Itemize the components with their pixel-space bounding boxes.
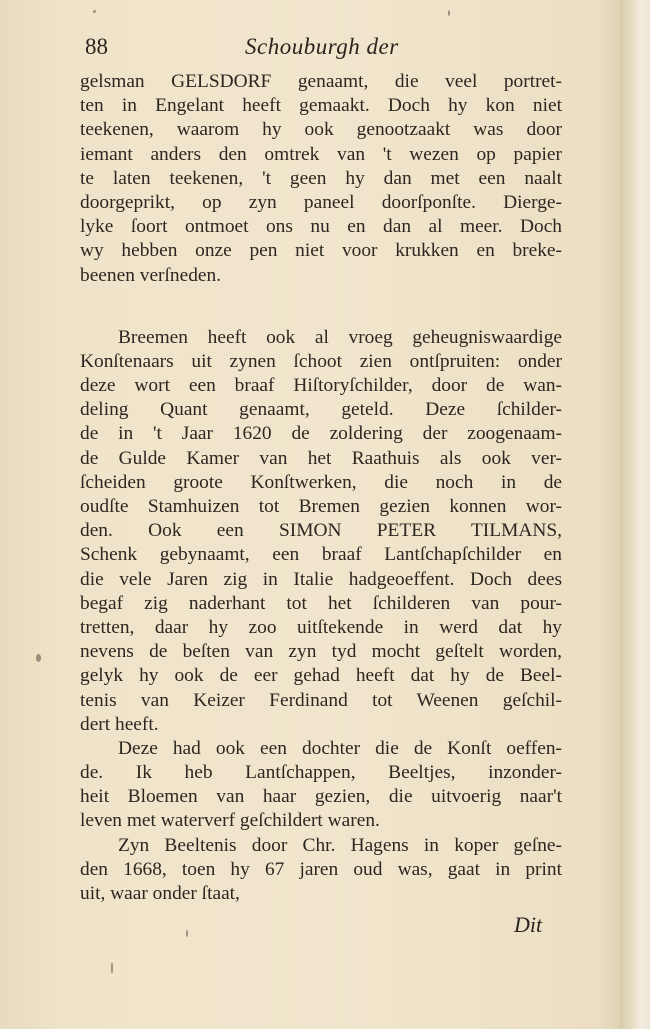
text-line: de. Ik heb Lantſchappen, Beeltjes, inzonder- <box>80 762 562 784</box>
paragraph-2 <box>80 326 562 737</box>
text-line: Deze had ook een dochter die de Konſt oeffen- <box>118 737 562 759</box>
text-line: deze wort een braaf Hiſtoryſchilder, door de wan- <box>80 375 562 397</box>
ink-speck <box>93 10 96 13</box>
text-line: beenen verſneden. <box>80 264 222 286</box>
ink-speck <box>448 10 450 16</box>
catchword: Dit <box>514 912 543 937</box>
ink-speck <box>186 930 188 937</box>
text-line: gelsman GELSDORF genaamt, die veel portret- <box>80 71 562 92</box>
text-line: Schenk gebynaamt, een braaf Lantſchapſchilder en <box>80 544 562 566</box>
text-line: lyke ſoort ontmoet ons nu en dan al meer. Doch <box>80 216 562 238</box>
text-line: Breemen heeft ook al vroeg geheugniswaardige <box>118 326 562 348</box>
paragraph-4 <box>80 834 562 907</box>
text-line: doorgeprikt, op zyn paneel doorſponſte. Dierge- <box>80 191 562 213</box>
text-line: Konſtenaars uit zynen ſchoot zien ontſpruiten: onder <box>80 350 562 372</box>
page-header <box>85 34 565 66</box>
page-edge <box>620 0 650 1029</box>
text-line: te laten teekenen, 't geen hy dan met een naalt <box>80 167 562 189</box>
text-line: teekenen, waarom hy ook genootzaakt was door <box>80 119 562 141</box>
text-line: ſcheiden groote Konſtwerken, die noch in de <box>80 471 562 493</box>
text-line: tenis van Keizer Ferdinand tot Weenen geſchil- <box>80 689 562 711</box>
body-text <box>80 70 562 906</box>
text-line: de Gulde Kamer van het Raathuis als ook ver- <box>80 447 562 469</box>
text-line: gelyk hy ook de eer gehad heeft dat hy de Beel- <box>80 665 562 687</box>
text-line: den. Ook een SIMON PETER TILMANS, <box>80 520 562 542</box>
text-line: wy hebben onze pen niet voor krukken en breke- <box>80 240 562 262</box>
ink-speck <box>111 962 113 974</box>
text-line: ten in Engelant heeft gemaakt. Doch hy kon niet <box>80 95 562 117</box>
page-number: 88 <box>85 34 108 59</box>
paragraph-3 <box>80 737 562 834</box>
text-line: de in 't Jaar 1620 de zoldering der zoogenaam- <box>80 423 562 445</box>
text-line: deling Quant genaamt, geteld. Deze ſchilder- <box>80 399 562 421</box>
text-line: begaf zig naderhant tot het ſchilderen van pour- <box>80 592 562 614</box>
paragraph-gap <box>80 288 562 326</box>
text-line: nevens de beſten van zyn tyd mocht geſtelt worden, <box>80 641 562 663</box>
running-title: Schouburgh der <box>245 34 399 59</box>
text-line: heit Bloemen van haar gezien, die uitvoerig naar't <box>80 786 562 808</box>
text-line: tretten, daar hy zoo uitſtekende in werd dat hy <box>80 616 562 638</box>
text-line: Zyn Beeltenis door Chr. Hagens in koper geſne- <box>118 834 562 856</box>
text-line: uit, waar onder ſtaat, <box>80 883 240 904</box>
text-line: den 1668, toen hy 67 jaren oud was, gaat in print <box>80 858 562 880</box>
text-line: iemant anders den omtrek van 't wezen op papier <box>80 143 562 165</box>
text-line: die vele Jaren zig in Italie hadgeoeffent. Doch dees <box>80 568 562 590</box>
paragraph-1 <box>80 70 562 288</box>
ink-speck <box>36 654 41 662</box>
text-line: oudſte Stamhuizen tot Bremen gezien konnen wor- <box>80 496 562 517</box>
text-line: leven met waterverf geſchildert waren. <box>80 810 380 832</box>
text-line: dert heeft. <box>80 713 159 735</box>
